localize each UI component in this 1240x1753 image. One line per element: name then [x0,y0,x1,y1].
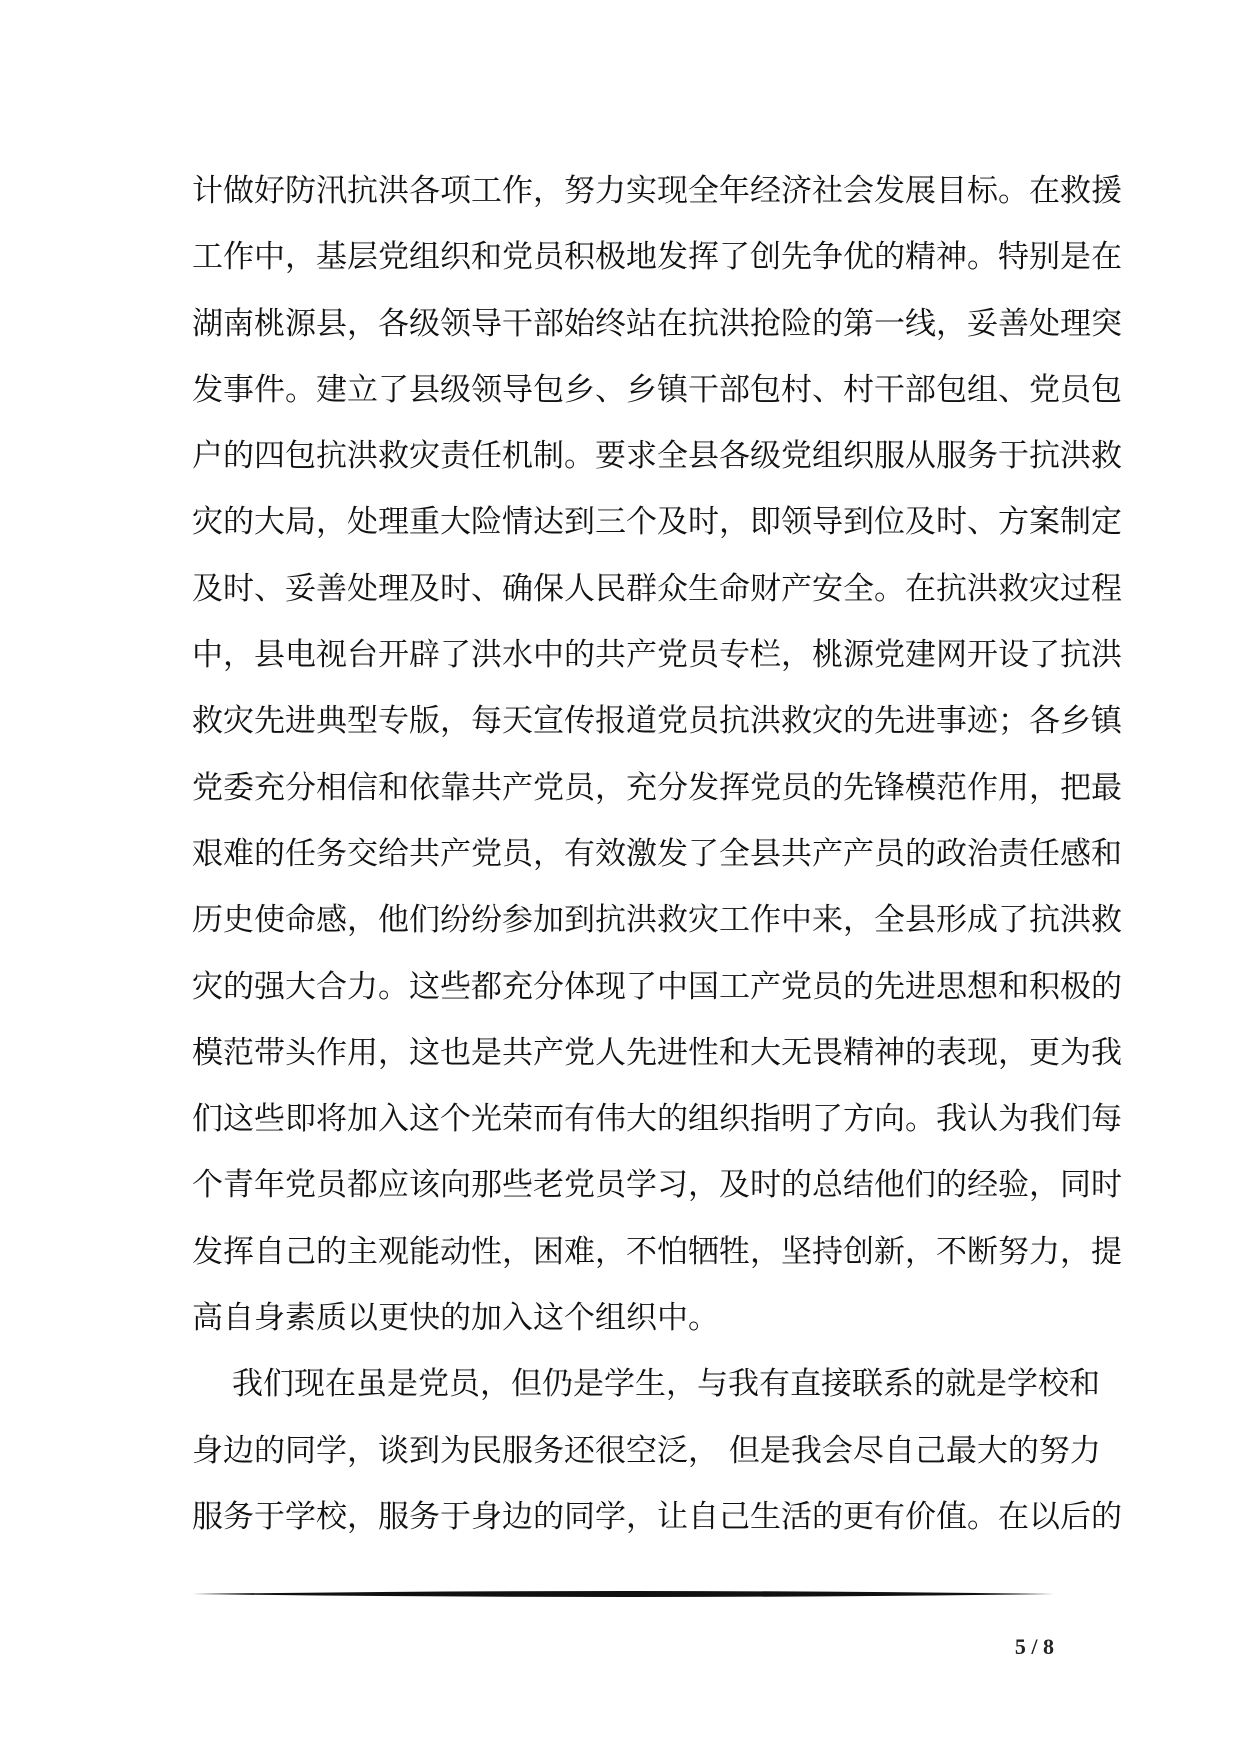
text-line: 发挥自己的主观能动性，困难，不怕牺牲，坚持创新，不断努力，提 [192,1233,1122,1270]
text-line: 救灾先进典型专版，每天宣传报道党员抗洪救灾的先进事迹；各乡镇 [192,703,1122,740]
page-number: 5 / 8 [1014,1634,1054,1659]
text-line: 发事件。建立了县级领导包乡、乡镇干部包村、村干部包组、党员包 [192,371,1122,408]
body-text [192,158,1122,1550]
text-line: 湖南桃源县，各级领导干部始终站在抗洪抢险的第一线，妥善处理突 [192,305,1122,342]
text-line: 中，县电视台开辟了洪水中的共产党员专栏，桃源党建网开设了抗洪 [192,637,1122,674]
text-line: 党委充分相信和依靠共产党员，充分发挥党员的先锋模范作用，把最 [192,769,1122,806]
text-line: 艰难的任务交给共产党员，有效激发了全县共产产员的政治责任感和 [192,835,1122,872]
text-line: 模范带头作用，这也是共产党人先进性和大无畏精神的表现，更为我 [192,1034,1122,1071]
text-line: 个青年党员都应该向那些老党员学习，及时的总结他们的经验，同时 [192,1167,1122,1204]
text-line: 户的四包抗洪救灾责任机制。要求全县各级党组织服从服务于抗洪救 [192,438,1122,475]
text-line: 灾的强大合力。这些都充分体现了中国工产党员的先进思想和积极的 [192,968,1122,1005]
text-line: 计做好防汛抗洪各项工作，努力实现全年经济社会发展目标。在救援 [192,173,1122,209]
footer-divider [192,1589,1054,1599]
text-line: 高自身素质以更快的加入这个组织中。 [192,1300,719,1337]
text-line: 历史使命感，他们纷纷参加到抗洪救灾工作中来，全县形成了抗洪救 [192,902,1122,939]
text-line: 工作中，基层党组织和党员积极地发挥了创先争优的精神。特别是在 [192,239,1122,276]
text-line: 服务于学校，服务于身边的同学，让自己生活的更有价值。在以后的 [192,1498,1122,1535]
text-line: 身边的同学，谈到为民服务还很空泛， 但是我会尽自己最大的努力 [192,1432,1101,1469]
paragraph-first-line: 我们现在虽是党员，但仍是学生，与我有直接联系的就是学校和 [232,1366,1100,1403]
text-line: 及时、妥善处理及时、确保人民群众生命财产安全。在抗洪救灾过程 [192,570,1122,607]
text-line: 们这些即将加入这个光荣而有伟大的组织指明了方向。我认为我们每 [192,1101,1122,1138]
text-line: 灾的大局，处理重大险情达到三个及时，即领导到位及时、方案制定 [192,504,1122,541]
